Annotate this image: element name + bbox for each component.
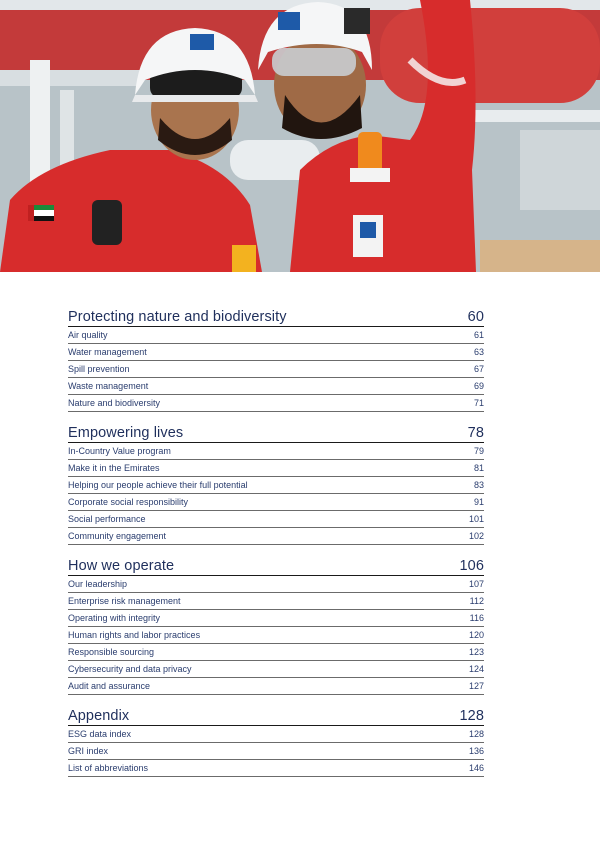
toc-section [68,554,484,695]
entry-page-number: 124 [468,664,484,675]
entry-title: GRI index [68,746,109,757]
entry-page-number: 146 [468,763,484,774]
toc-section [68,704,484,777]
entry-title: Waste management [68,381,149,392]
toc-entry[interactable] [68,511,484,528]
entry-title: ESG data index [68,729,132,740]
entry-page-number: 123 [468,647,484,658]
section-title: Protecting nature and biodiversity [68,309,287,325]
section-page-number: 60 [467,309,484,325]
entry-title: Enterprise risk management [68,596,181,607]
entry-title: Make it in the Emirates [68,463,160,474]
entry-page-number: 127 [468,681,484,692]
section-title: Empowering lives [68,424,184,441]
entry-page-number: 136 [468,746,484,757]
entry-page-number: 71 [473,398,484,409]
toc-entry[interactable] [68,610,484,627]
toc-entry[interactable] [68,327,484,344]
entry-title: Audit and assurance [68,681,151,692]
entry-page-number: 63 [473,347,484,358]
entry-title: Operating with integrity [68,613,161,624]
entry-title: Human rights and labor practices [68,630,201,641]
entry-title: Community engagement [68,531,167,542]
toc-section [68,421,484,545]
toc-section-heading[interactable] [68,421,484,443]
toc-entry[interactable] [68,460,484,477]
toc-entry[interactable] [68,378,484,395]
section-page-number: 106 [459,557,484,574]
toc-entry[interactable] [68,627,484,644]
entry-title: Social performance [68,514,146,525]
toc-entry[interactable] [68,576,484,593]
entry-page-number: 120 [468,630,484,641]
section-title: Appendix [68,707,130,724]
toc-entry[interactable] [68,678,484,695]
section-page-number: 78 [467,424,484,441]
entry-page-number: 116 [469,613,484,624]
toc-entry[interactable] [68,395,484,412]
entry-title: List of abbreviations [68,763,149,774]
entry-page-number: 79 [473,446,484,457]
toc-entry[interactable] [68,361,484,378]
section-title: How we operate [68,557,175,574]
toc-entry[interactable] [68,743,484,760]
toc-section-heading[interactable] [68,704,484,726]
toc-entry[interactable] [68,443,484,460]
entry-page-number: 91 [473,497,484,508]
entry-page-number: 61 [473,330,484,341]
toc-entry[interactable] [68,661,484,678]
workers-photo-icon [0,0,600,272]
entry-page-number: 102 [468,531,484,542]
entry-title: Nature and biodiversity [68,398,161,409]
entry-page-number: 112 [469,596,484,607]
toc-section-heading[interactable] [68,554,484,576]
entry-title: Cybersecurity and data privacy [68,664,192,675]
entry-title: Helping our people achieve their full potential [68,480,248,491]
toc-section [68,305,484,412]
entry-page-number: 128 [468,729,484,740]
entry-page-number: 101 [468,514,484,525]
toc-entry[interactable] [68,593,484,610]
toc-entry[interactable] [68,760,484,777]
toc-entry[interactable] [68,477,484,494]
toc-entry[interactable] [68,344,484,361]
entry-page-number: 107 [468,579,484,590]
entry-page-number: 81 [473,463,484,474]
section-page-number: 128 [459,707,484,724]
entry-title: In-Country Value program [68,446,171,457]
entry-page-number: 83 [473,480,484,491]
entry-page-number: 67 [473,364,484,375]
entry-title: Responsible sourcing [68,647,155,658]
entry-title: Our leadership [68,579,128,590]
toc-entry[interactable] [68,494,484,511]
entry-title: Air quality [68,330,108,341]
toc-entry[interactable] [68,528,484,545]
entry-title: Spill prevention [68,364,130,375]
toc-section-heading[interactable] [68,305,484,327]
entry-page-number: 69 [473,381,484,392]
toc-entry[interactable] [68,644,484,661]
entry-title: Corporate social responsibility [68,497,189,508]
cover-photo [0,0,600,272]
toc-entry[interactable] [68,726,484,743]
table-of-contents [68,305,484,786]
entry-title: Water management [68,347,147,358]
